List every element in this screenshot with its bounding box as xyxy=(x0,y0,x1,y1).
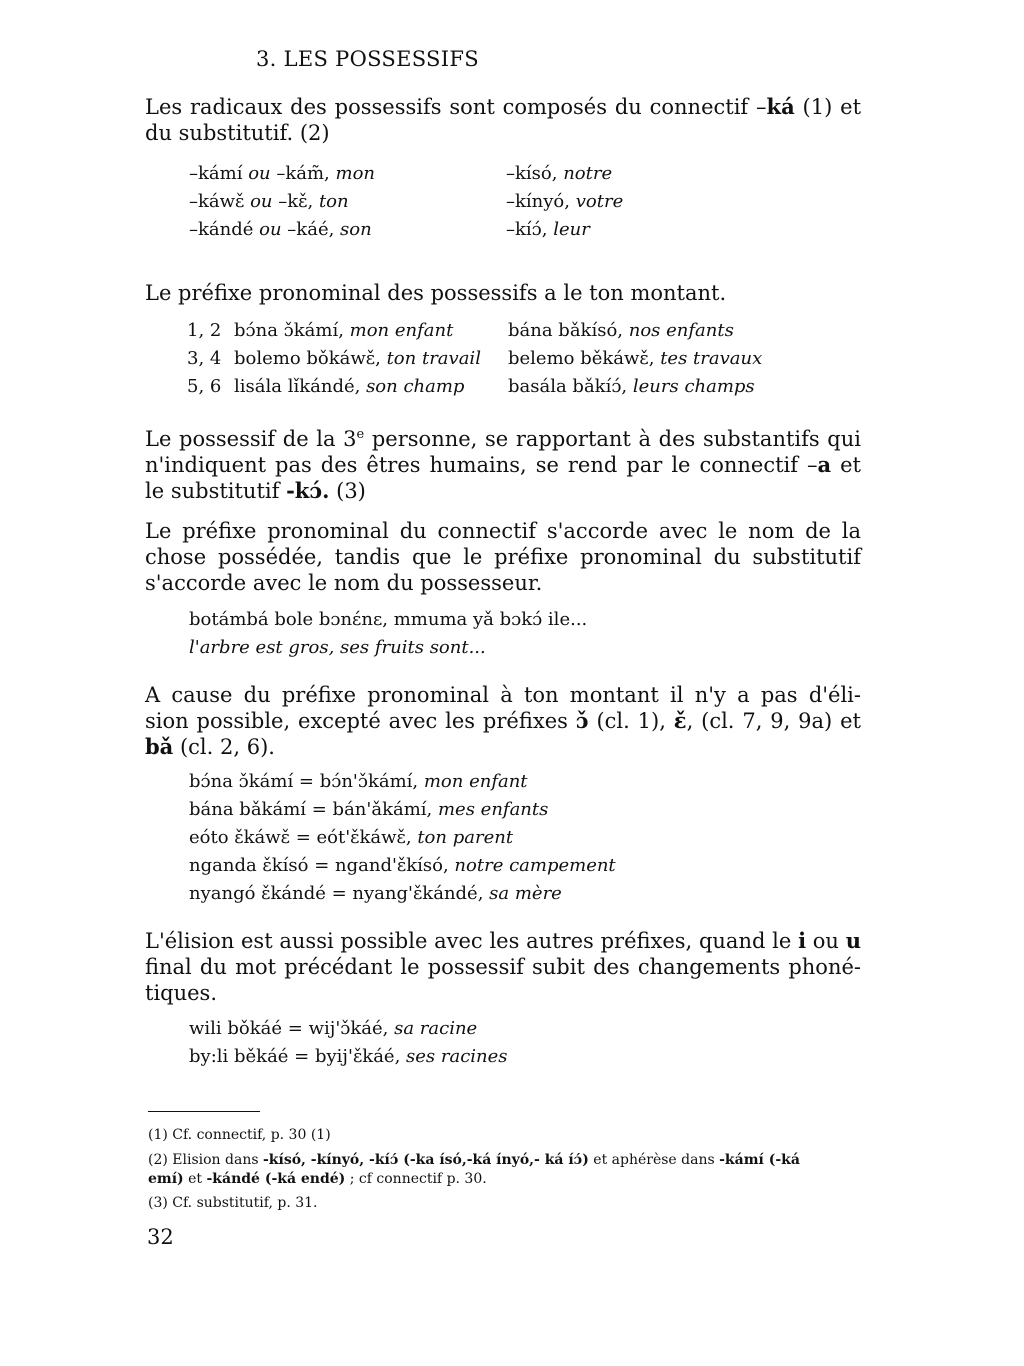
footnote-3: (3) Cf. substitutif, p. 31. xyxy=(148,1195,318,1211)
example-row: bɔ́na ɔ̌kámí, mon enfant xyxy=(234,320,454,341)
example-line: wili bǒkáé = wij'ɔ̌káé, sa racine xyxy=(189,1018,478,1039)
radical-row: –kíɔ́, leur xyxy=(506,219,590,240)
radical-row: –kínyó, votre xyxy=(506,191,624,212)
paragraph-radicaux xyxy=(145,94,861,146)
example-line: by:li běkáé = byij'ɛ̌káé, ses racines xyxy=(189,1046,508,1067)
footnote-line: (2) Elision dans -kísó, -kínyó, -kíɔ́ (-ka ísó,-ká ínyó,- ká íɔ́) et aphérèse dans -kámí (-ká xyxy=(148,1152,800,1168)
section-heading: 3. LES POSSESSIFS xyxy=(256,47,479,71)
radicals-left-column xyxy=(189,160,375,244)
footnote-line: emí) et -kándé (-ká endé) ; cf connectif p. 30. xyxy=(148,1171,487,1187)
example-block-elision xyxy=(189,768,616,908)
paragraph-line: le substitutif -kɔ́. (3) xyxy=(145,478,366,503)
radicals-right-column xyxy=(506,160,623,244)
example-line: bána bǎkámí = bán'ǎkámí, mes enfants xyxy=(189,799,549,820)
example-row: belemo běkáwɛ̌, tes travaux xyxy=(508,348,763,369)
class-number: 3, 4 xyxy=(187,348,222,369)
class-number: 5, 6 xyxy=(187,376,222,397)
footnote-1: (1) Cf. connectif, p. 30 (1) xyxy=(148,1127,331,1143)
paragraph-troisieme-personne xyxy=(145,422,861,504)
paragraph-prefixe xyxy=(145,280,861,306)
paragraph-line: A cause du préfixe pronominal à ton montant il n'y a pas d'éli- xyxy=(145,683,861,707)
example-line: nganda ɛ̌kísó = ngand'ɛ̌kísó, notre campement xyxy=(189,855,616,876)
paragraph-accord xyxy=(145,518,861,596)
footnote-2 xyxy=(148,1151,864,1189)
example-row: basála bǎkíɔ́, leurs champs xyxy=(508,376,755,397)
radical-row: –kísó, notre xyxy=(506,163,613,184)
footnote-divider xyxy=(148,1111,260,1112)
page-number: 32 xyxy=(147,1225,174,1249)
paragraph-line: Le préfixe pronominal des possessifs a le ton montant. xyxy=(145,281,727,305)
paragraph-line: sion possible, excepté avec les préfixes ɔ̌ (cl. 1), ɛ̌, (cl. 7, 9, 9a) et xyxy=(145,708,861,733)
paragraph-autres-prefixes xyxy=(145,928,861,1006)
example-row: lisála lǐkándé, son champ xyxy=(234,376,465,397)
example-line: botámbá bole bɔnɛ́nɛ, mmuma yǎ bɔkɔ́ ile... xyxy=(189,609,588,630)
paragraph-line: n'indiquent pas des êtres humains, se rend par le connectif –a et xyxy=(145,452,862,477)
paragraph-line: s'accorde avec le nom du possesseur. xyxy=(145,571,543,595)
example-block-racine xyxy=(189,1015,508,1071)
paragraph-elision xyxy=(145,682,861,760)
example-block-arbre xyxy=(189,606,587,662)
paragraph-line: chose possédée, tandis que le préfixe pronominal du substitutif xyxy=(145,545,861,569)
example-line: bɔ́na ɔ̌kámí = bɔ́n'ɔ̌kámí, mon enfant xyxy=(189,771,528,792)
example-row: bána bǎkísó, nos enfants xyxy=(508,320,734,341)
paragraph-line: Le préfixe pronominal du connectif s'accorde avec le nom de la xyxy=(145,519,861,543)
paragraph-line: Les radicaux des possessifs sont composés du connectif –ká (1) et xyxy=(145,94,862,119)
example-line: eóto ɛ̌káwɛ̌ = eót'ɛ̌káwɛ̌, ton parent xyxy=(189,827,514,848)
radical-row: –kándé ou –káé, son xyxy=(189,219,372,240)
example-row: bolemo bǒkáwɛ̌, ton travail xyxy=(234,348,481,369)
examples-numbers-column xyxy=(187,317,221,401)
example-translation: l'arbre est gros, ses fruits sont... xyxy=(189,637,486,658)
paragraph-line: L'élision est aussi possible avec les autres préfixes, quand le i ou u xyxy=(145,928,861,953)
examples-left-column xyxy=(234,317,481,401)
examples-right-column xyxy=(508,317,762,401)
paragraph-line: du substitutif. (2) xyxy=(145,121,330,145)
paragraph-line: final du mot précédant le possessif subit des changements phoné- xyxy=(145,955,861,979)
paragraph-line: tiques. xyxy=(145,981,218,1005)
example-line: nyangó ɛ̌kándé = nyang'ɛ̌kándé, sa mère xyxy=(189,883,562,904)
paragraph-line: Le possessif de la 3e personne, se rapportant à des substantifs qui xyxy=(145,427,861,451)
radical-row: –káwɛ̌ ou –kɛ̌, ton xyxy=(189,191,349,212)
paragraph-line: bǎ (cl. 2, 6). xyxy=(145,734,275,759)
class-number: 1, 2 xyxy=(187,320,222,341)
radical-row: –kámí ou –kám̃, mon xyxy=(189,163,375,184)
